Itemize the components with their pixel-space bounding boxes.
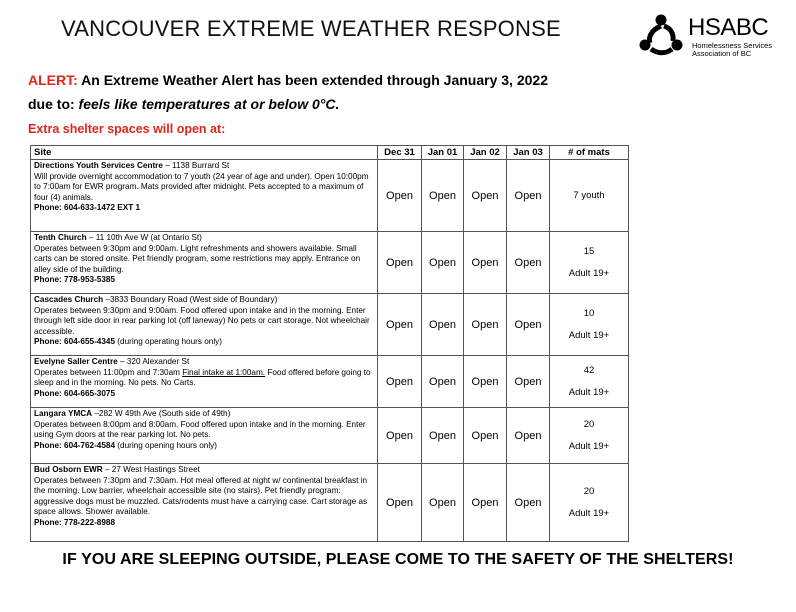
site-details-post: Food offered before going to sleep and in the morning. No pets. No Carts. [34,367,371,388]
status-jan-02: Open [464,408,507,464]
logo-subtitle: Homelessness Services Association of BC [692,41,773,58]
shelter-table [30,145,629,542]
site-details: Will provide overnight accommodation to 7 youth (24 year of age and under). Open 10:00pm to 7:00am for EWR program. Mats provided after midnight. Pets accepted to a maximum of four (4) animals. [34,171,369,202]
site-name: Tenth Church [34,233,87,242]
due-condition: feels like temperatures at or below 0°C. [78,96,340,112]
site-cell [31,232,378,294]
status-dec-31: Open [378,464,422,542]
site-phone: Phone: 604-633-1472 EXT 1 [34,203,141,213]
site-address: –3833 Boundary Road (West side of Boundary) [103,295,278,304]
status-dec-31: Open [378,160,422,232]
status-jan-01: Open [422,294,464,356]
table-row [31,356,629,408]
hsabc-logo [636,12,786,58]
mats-cell [550,160,629,232]
site-phone: Phone: 604-665-3075 [34,388,116,398]
header-jan-03: Jan 03 [507,146,550,160]
site-name: Evelyne Saller Centre [34,357,118,366]
mats-note: Adult 19+ [568,440,610,452]
site-name: Langara YMCA [34,409,93,418]
site-address: – 1138 Burrard St [162,161,230,170]
site-address: – 27 West Hastings Street [102,465,200,474]
status-jan-03: Open [507,356,550,408]
site-details-pre: Operates between 11:00pm and 7:30am [34,367,183,377]
site-cell [31,356,378,408]
site-name: Bud Osborn EWR [34,465,103,474]
header-jan-02: Jan 02 [464,146,507,160]
header-mats: # of mats [550,146,629,160]
mats-count: 7 youth [573,189,605,201]
mats-cell [550,356,629,408]
mats-cell [550,408,629,464]
status-dec-31: Open [378,356,422,408]
site-details-underlined: Final intake at 1:00am. [182,367,266,377]
alert-label: ALERT: [28,72,78,88]
site-cell [31,294,378,356]
mats-cell [550,232,629,294]
status-jan-01: Open [422,408,464,464]
page-title: VANCOUVER EXTREME WEATHER RESPONSE [61,16,561,41]
status-jan-03: Open [507,160,550,232]
status-dec-31: Open [378,232,422,294]
alert-text: An Extreme Weather Alert has been extended through January 3, 2022 [81,72,548,88]
site-phone: Phone: 778-222-8988 [34,517,116,527]
mats-note: Adult 19+ [568,329,610,341]
logo-name: HSABC [688,14,769,41]
alert-line [28,72,548,88]
mats-count: 10 [583,307,595,319]
due-line [28,96,339,112]
status-jan-01: Open [422,464,464,542]
mats-cell [550,464,629,542]
site-address: –282 W 49th Ave (South side of 49th) [92,409,231,418]
status-dec-31: Open [378,408,422,464]
table-row [31,294,629,356]
table-header-row [31,146,629,160]
table-row [31,160,629,232]
status-jan-01: Open [422,356,464,408]
site-details: Operates between 7:30pm and 7:30am. Hot meal offered at night w/ continental breakfast in the morning. Low barrier, wheelchair accessible site (no stairs). Pet friendly program: aggressive dogs must be muzzled. Cats/rodents must have a carrying case. Cart storage as space allows. Shower available. [34,475,368,517]
table-row [31,408,629,464]
site-address: – 320 Alexander St [117,357,190,366]
due-prefix: due to: [28,96,75,112]
site-phone: Phone: 604-762-4584 (during opening hours only) [34,440,217,450]
status-jan-02: Open [464,356,507,408]
status-jan-03: Open [507,408,550,464]
site-cell [31,464,378,542]
mats-note: Adult 19+ [568,507,610,519]
site-phone: Phone: 778-953-5385 [34,275,116,285]
mats-cell [550,294,629,356]
mats-note: Adult 19+ [568,386,610,398]
status-jan-02: Open [464,294,507,356]
status-dec-31: Open [378,294,422,356]
status-jan-03: Open [507,232,550,294]
footer-message: IF YOU ARE SLEEPING OUTSIDE, PLEASE COME TO THE SAFETY OF THE SHELTERS! [62,551,734,568]
site-cell [31,160,378,232]
hsabc-logo-icon [636,12,686,58]
site-details: Operates between 8:00pm and 8:00am. Food offered upon intake and in the morning. Enter using Gym doors at the rear parking lot. No pets. [34,419,366,440]
site-name: Directions Youth Services Centre [34,161,163,170]
header-jan-01: Jan 01 [422,146,464,160]
mats-count: 42 [583,364,595,376]
status-jan-03: Open [507,464,550,542]
header-site: Site [31,146,378,160]
status-jan-03: Open [507,294,550,356]
site-details: Operates between 9:30pm and 9:00am. Light refreshments and showers available. Small carts can be stored onsite. Pet friendly program, some restrictions may apply. Entrance on alley side of the building. [34,243,361,274]
status-jan-02: Open [464,232,507,294]
site-address: – 11 10th Ave W (at Ontario St) [86,233,202,242]
extra-spaces-line: Extra shelter spaces will open at: [28,122,226,136]
status-jan-02: Open [464,160,507,232]
site-details: Operates between 9:30pm and 9:00am. Food offered upon intake and in the morning. Enter through left side door in rear parking lot (off laneway) No pets or cart storage. Not wheelchair accessible. [34,305,370,336]
table-row [31,464,629,542]
status-jan-02: Open [464,464,507,542]
status-jan-01: Open [422,160,464,232]
mats-count: 20 [583,418,595,430]
site-phone: Phone: 604-655-4345 (during operating hours only) [34,337,222,347]
site-name: Cascades Church [34,295,104,304]
table-row [31,232,629,294]
site-cell [31,408,378,464]
mats-count: 15 [583,245,595,257]
header-dec-31: Dec 31 [378,146,422,160]
mats-note: Adult 19+ [568,267,610,279]
mats-count: 20 [583,485,595,497]
status-jan-01: Open [422,232,464,294]
